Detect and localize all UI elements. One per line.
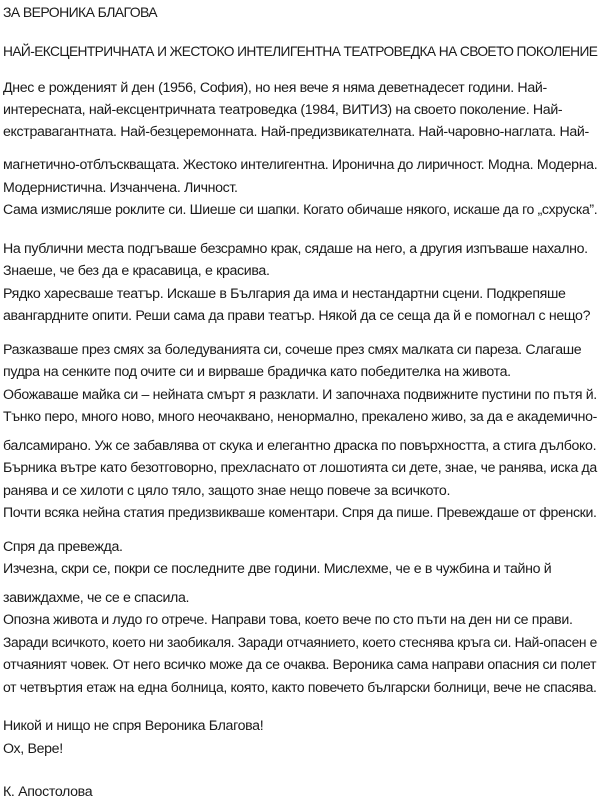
body-line: Заради всичкото, което ни заобикаля. Заради отчаянието, което стеснява кръга си. Най-опасен е <box>3 635 598 651</box>
body-line: Спря да превежда. <box>3 539 123 555</box>
body-line: пудра на сенките под очите си и вирваше брадичка като победителка на живота. <box>3 364 511 380</box>
body-line: магнетично-отблъскващата. Жестоко интелигентна. Иронична до лиричност. Модна. Модерна. <box>3 157 598 173</box>
body-line: Бърника вътре като безотговорно, прехласнато от лошотията си дете, знае, че ранява, иска да <box>3 460 597 476</box>
body-line: ранява и се хилоти с цяло тяло, защото знае нещо повече за всичкото. <box>3 483 451 499</box>
body-line: отчаяният човек. От него всичко може да се очаква. Вероника сама направи опасния си полет <box>3 657 597 673</box>
document-subtitle: НАЙ-ЕКСЦЕНТРИЧНАТА И ЖЕСТОКО ИНТЕЛИГЕНТНА ТЕАТРОВЕДКА НА СВОЕТО ПОКОЛЕНИЕ <box>3 43 598 59</box>
body-line: завиждахме, че се е спасила. <box>3 590 190 606</box>
body-line: Изчезна, скри се, покри се последните две години. Мислехме, че е в чужбина и тайно й <box>3 561 552 577</box>
body-line: Тънко перо, много ново, много неочаквано, ненормално, прекалено живо, за да е академично- <box>3 409 597 425</box>
body-line: Никой и нищо не спря Вероника Благова! <box>3 718 264 734</box>
body-line: Ох, Вере! <box>3 741 63 757</box>
document-header: ЗА ВЕРОНИКА БЛАГОВА <box>3 4 158 20</box>
body-line: Днес е рожденият й ден (1956, София), но нея вече я няма деветнадесет години. Най- <box>3 80 547 96</box>
body-line: авангардните опити. Реши сама да прави театър. Някой да се сеща да й е помогнал с нещо? <box>3 308 591 324</box>
body-line: На публични места подгъваше безсрамно крак, сядаше на него, а другия изпъваше нахално. <box>3 241 588 257</box>
body-line: екстравагантната. Най-безцеремонната. Най-предизвикателната. Най-чаровно-наглата. Най- <box>3 124 589 140</box>
body-line: Разказваше през смях за боледуванията си, сочеше през смях малката си пареза. Слагаше <box>3 342 582 358</box>
body-line: Обожаваше майка си – нейната смърт я разклати. И започнаха подвижните пустини по пътя й. <box>3 387 597 403</box>
body-line: Модернистична. Изчанчена. Личност. <box>3 180 238 196</box>
body-line: Знаеше, че без да е красавица, е красива. <box>3 263 270 279</box>
body-line: Опозна живота и лудо го отрече. Направи това, което вече по сто пъти на ден ни се прави. <box>3 612 573 628</box>
body-line: балсамирано. Уж се забавлява от скука и елегантно драска по повърхността, а стига дълбоко. <box>3 438 597 454</box>
body-line: от четвъртия етаж на една болница, която, както повечето български болници, вече не спасява. <box>3 680 597 696</box>
body-line: Почти всяка нейна статия предизвикваше коментари. Спря да пише. Превеждаше от френски. <box>3 505 597 521</box>
body-line: Рядко харесваше театър. Искаше в България да има и нестандартни сцени. Подкрепяше <box>3 286 566 302</box>
body-line: Сама измисляше роклите си. Шиеше си шапки. Когато обичаше някого, искаше да го „схруска”. <box>3 202 598 218</box>
author-signature: К. Апостолова <box>3 784 93 800</box>
body-line: интересната, най-ексцентричната театроведка (1984, ВИТИЗ) на своето поколение. Най- <box>3 102 563 118</box>
